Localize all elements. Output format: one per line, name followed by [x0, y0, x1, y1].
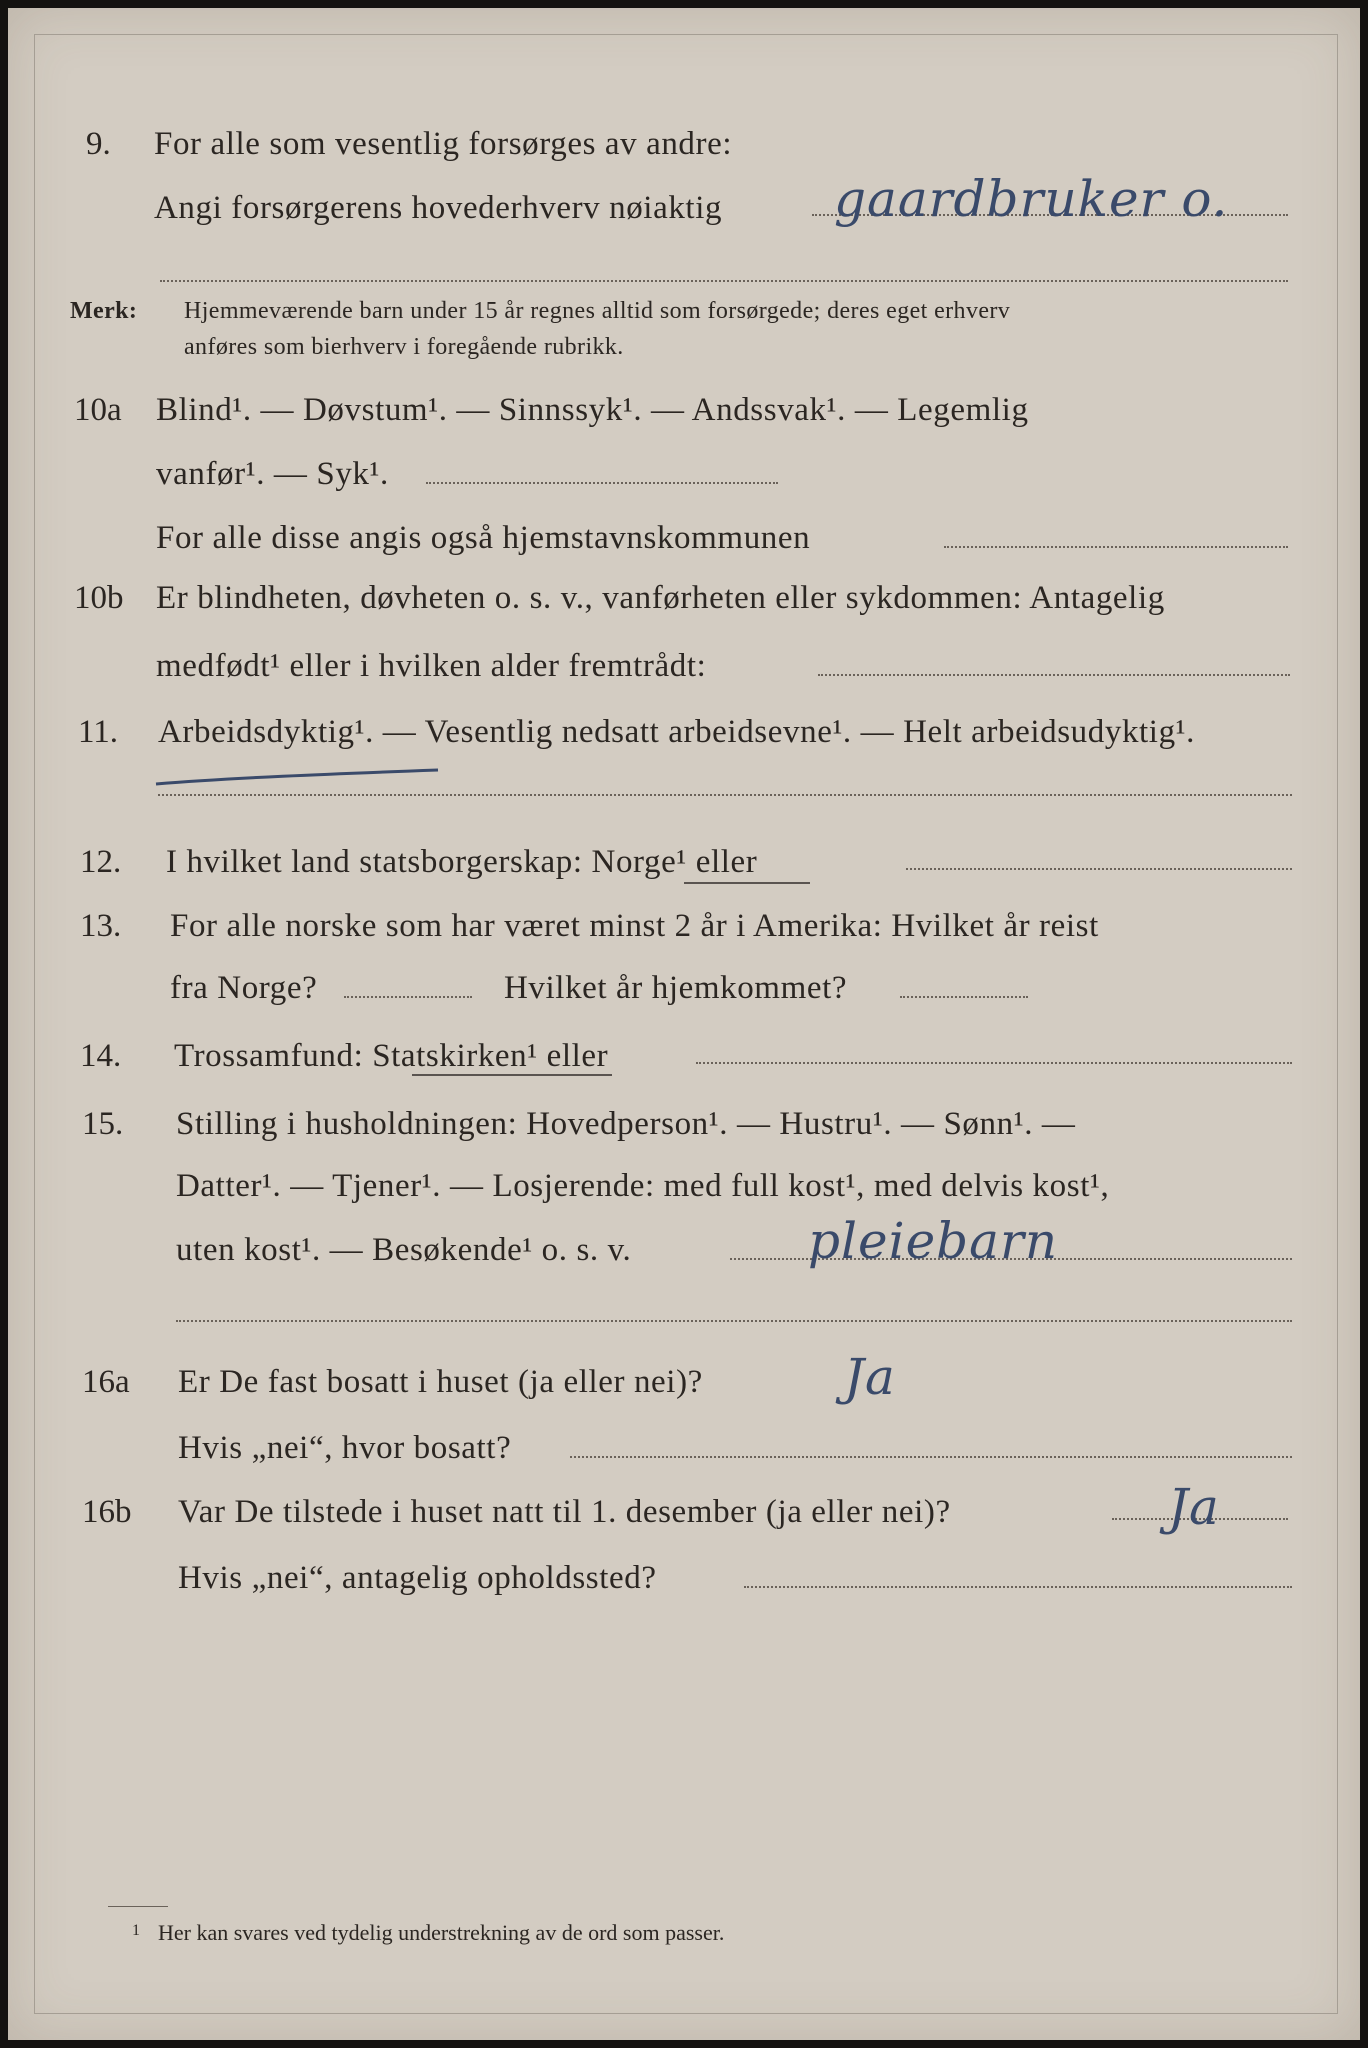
q9-line1: For alle som vesentlig forsørges av andre: [154, 126, 733, 162]
q16a-handwritten-answer: Ja [844, 1348, 896, 1406]
q11-line1: Arbeidsdyktig¹. — Vesentlig nedsatt arbeidsevne¹. — Helt arbeidsudyktig¹. [158, 714, 1196, 750]
q13-line2b: Hvilket år hjemkommet? [504, 970, 848, 1006]
q14-number: 14. [80, 1038, 122, 1074]
merk-line2: anføres som bierhverv i foregående rubrikk. [184, 334, 624, 360]
q10a-answer-line [426, 482, 778, 484]
q10a-line3: For alle disse angis også hjemstavnskommunen [156, 520, 811, 556]
q16a-residence-line [570, 1456, 1292, 1458]
q13-line1: For alle norske som har været minst 2 år i Amerika: Hvilket år reist [170, 908, 1099, 944]
q12-answer-line [906, 868, 1292, 870]
q13-line2a: fra Norge? [170, 970, 318, 1006]
merk-line1: Hjemmeværende barn under 15 år regnes alltid som forsørgede; deres eget erhverv [184, 298, 1011, 324]
q16a-line1: Er De fast bosatt i huset (ja eller nei)? [178, 1364, 703, 1400]
q10a-home-municipality-line [944, 546, 1288, 548]
q16b-handwritten-answer: Ja [1168, 1478, 1220, 1536]
q10b-line2: medfødt¹ eller i hvilken alder fremtrådt: [156, 648, 707, 684]
q15-handwritten-answer: pleiebarn [808, 1212, 1059, 1270]
footnote-rule [108, 1906, 168, 1907]
q9-number: 9. [86, 126, 111, 162]
q15-line3: uten kost¹. — Besøkende¹ o. s. v. [176, 1232, 632, 1268]
q16b-line1: Var De tilstede i huset natt til 1. desember (ja eller nei)? [178, 1494, 951, 1530]
q9-handwritten-answer: gaardbruker o. [834, 170, 1229, 228]
q16b-whereabouts-line [744, 1586, 1292, 1588]
q10b-answer-line [818, 674, 1290, 676]
q12-number: 12. [80, 844, 122, 880]
q16b-line2: Hvis „nei“, antagelig opholdssted? [178, 1560, 657, 1596]
census-form-page [8, 8, 1360, 2040]
q9-line2: Angi forsørgerens hovederhverv nøiaktig [154, 190, 723, 226]
page-border [34, 34, 1338, 2014]
q15-line2: Datter¹. — Tjener¹. — Losjerende: med full kost¹, med delvis kost¹, [176, 1168, 1110, 1204]
q13-departure-year-line [344, 996, 472, 998]
q11-number: 11. [78, 714, 119, 750]
q11-hand-underline [148, 756, 448, 796]
q12-line1: I hvilket land statsborgerskap: Norge¹ eller [166, 844, 758, 880]
q16a-line2: Hvis „nei“, hvor bosatt? [178, 1430, 512, 1466]
merk-label: Merk: [70, 298, 138, 324]
q16b-number: 16b [82, 1494, 132, 1530]
q13-return-year-line [900, 996, 1028, 998]
q14-line1: Trossamfund: Statskirken¹ eller [174, 1038, 609, 1074]
q10a-line1: Blind¹. — Døvstum¹. — Sinnssyk¹. — Andssvak¹. — Legemlig [156, 392, 1029, 428]
q13-number: 13. [80, 908, 122, 944]
q14-statskirken-underline [412, 1074, 612, 1076]
q10a-number: 10a [74, 392, 122, 428]
q15-number: 15. [82, 1106, 124, 1142]
q15-line1: Stilling i husholdningen: Hovedperson¹. — Hustru¹. — Sønn¹. — [176, 1106, 1076, 1142]
q12-norge-underline [684, 882, 810, 884]
q11-extra-line [158, 794, 1292, 796]
q10b-number: 10b [74, 580, 124, 616]
q15-extra-line [176, 1320, 1292, 1322]
q10a-line2: vanfør¹. — Syk¹. [156, 456, 389, 492]
q9-extra-line [160, 280, 1288, 282]
q16a-number: 16a [82, 1364, 130, 1400]
q14-answer-line [696, 1062, 1292, 1064]
q10b-line1: Er blindheten, døvheten o. s. v., vanførheten eller sykdommen: Antagelig [156, 580, 1165, 616]
footnote-text: Her kan svares ved tydelig understrekning av de ord som passer. [158, 1920, 725, 1945]
footnote-mark: 1 [132, 1922, 140, 1939]
